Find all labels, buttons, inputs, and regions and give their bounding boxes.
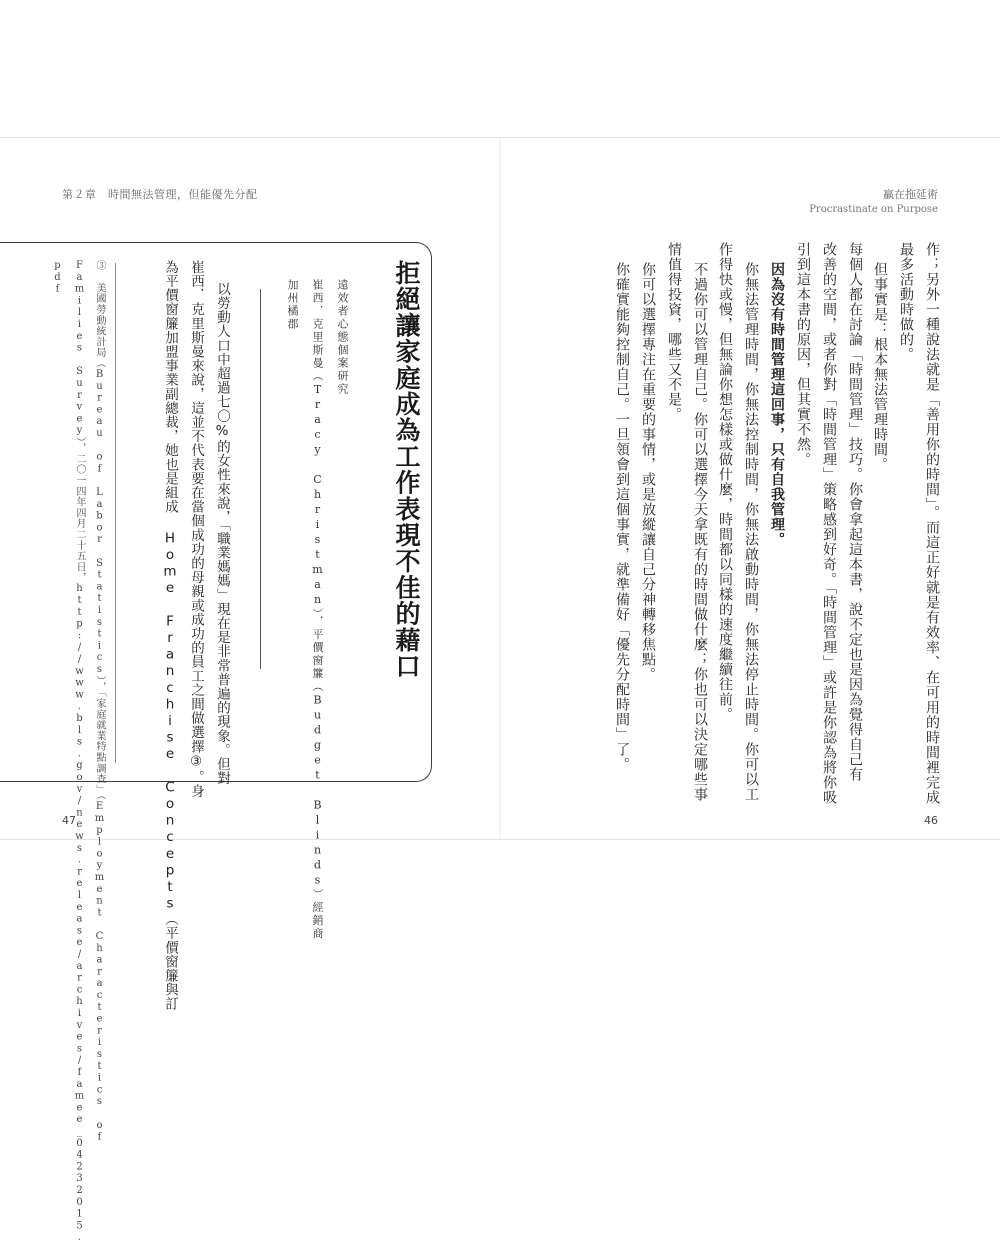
footnote-line: Families Survey），二〇一四年四月二十五日，http://www.bls.gov/news.release/archives/famee_04232015. bbox=[74, 260, 85, 1244]
sidebar-body-line: 為平價窗簾加盟事業副總裁，她也是組成 Home Franchise Concepts（平價窗簾與訂 bbox=[162, 260, 178, 1011]
sidebar-body-line: 崔西．克里斯曼來說，這並不代表要在當個成功的母親或成功的員工之間做選擇③。身 bbox=[188, 260, 204, 799]
page-gutter bbox=[499, 138, 501, 839]
body-line: 每個人都在討論「時間管理」技巧。你會拿起這本書，說不定也是因為覺得自己有 bbox=[847, 242, 863, 782]
body-line: 引到這本書的原因，但其實不然。 bbox=[795, 242, 811, 467]
body-line: 你確實能夠控制自己。一旦領會到這個事實，就準備好「優先分配時間」了。 bbox=[614, 262, 630, 772]
left-page-number: 47 bbox=[62, 814, 76, 827]
book-title-english: Procrastinate on Purpose bbox=[809, 204, 938, 216]
right-running-head bbox=[809, 188, 938, 216]
body-line: 但事實是：根本無法管理時間。 bbox=[872, 262, 888, 472]
right-page-number: 46 bbox=[924, 814, 938, 827]
left-running-head: 第２章 時間無法管理，但能優先分配 bbox=[62, 188, 258, 201]
body-line: 改善的空間，或者你對「時間管理」策略感到好奇。「時間管理」或許是你認為將你吸 bbox=[821, 242, 837, 805]
byline-series: 遠效者心態個案研究 bbox=[336, 279, 349, 396]
byline-person: 崔西．克里斯曼（Tracy Christman），平價窗簾（Budget Blinds）經銷商 bbox=[311, 279, 324, 941]
byline-location: 加州橘郡 bbox=[286, 279, 299, 331]
body-line: 作；另外一種說法就是「善用你的時間」。而這正好就是有效率、在可用的時間裡完成 bbox=[924, 242, 940, 805]
sidebar-title: 拒絕讓家庭成為工作表現不佳的藉口 bbox=[392, 260, 421, 680]
bold-statement: 因為沒有時間管理這回事，只有自我管理。 bbox=[769, 262, 785, 547]
byline-divider bbox=[260, 289, 261, 669]
body-line: 最多活動時做的。 bbox=[898, 242, 914, 362]
body-line: 你無法管理時間，你無法控制時間，你無法啟動時間，你無法停止時間。你可以工 bbox=[743, 262, 759, 802]
body-line: 情值得投資，哪些又不是。 bbox=[666, 242, 682, 422]
footnote-line: ③ 美國勞動統計局（Bureau of Labor Statistics），「家庭就業特點調查」（Employment Characteristics of bbox=[94, 260, 105, 1144]
body-line: 作得快或慢，但無論你想怎樣或做什麼，時間都以同樣的速度繼續往前。 bbox=[717, 242, 733, 722]
body-line: 不過你可以管理自己。你可以選擇今天拿既有的時間做什麼；你也可以決定哪些事 bbox=[692, 262, 708, 802]
footnote-line: pdf bbox=[52, 260, 63, 296]
footnote-divider bbox=[115, 263, 116, 763]
book-spread bbox=[0, 137, 1000, 1244]
body-line: 你可以選擇專注在重要的事情，或是放縱讓自己分神轉移焦點。 bbox=[640, 262, 656, 682]
book-title: 贏在拖延術 bbox=[883, 188, 938, 201]
sidebar-body-line: 以勞動人口中超過七〇%的女性來說，「職業媽媽」現在是非常普遍的現象。但對 bbox=[214, 282, 230, 786]
